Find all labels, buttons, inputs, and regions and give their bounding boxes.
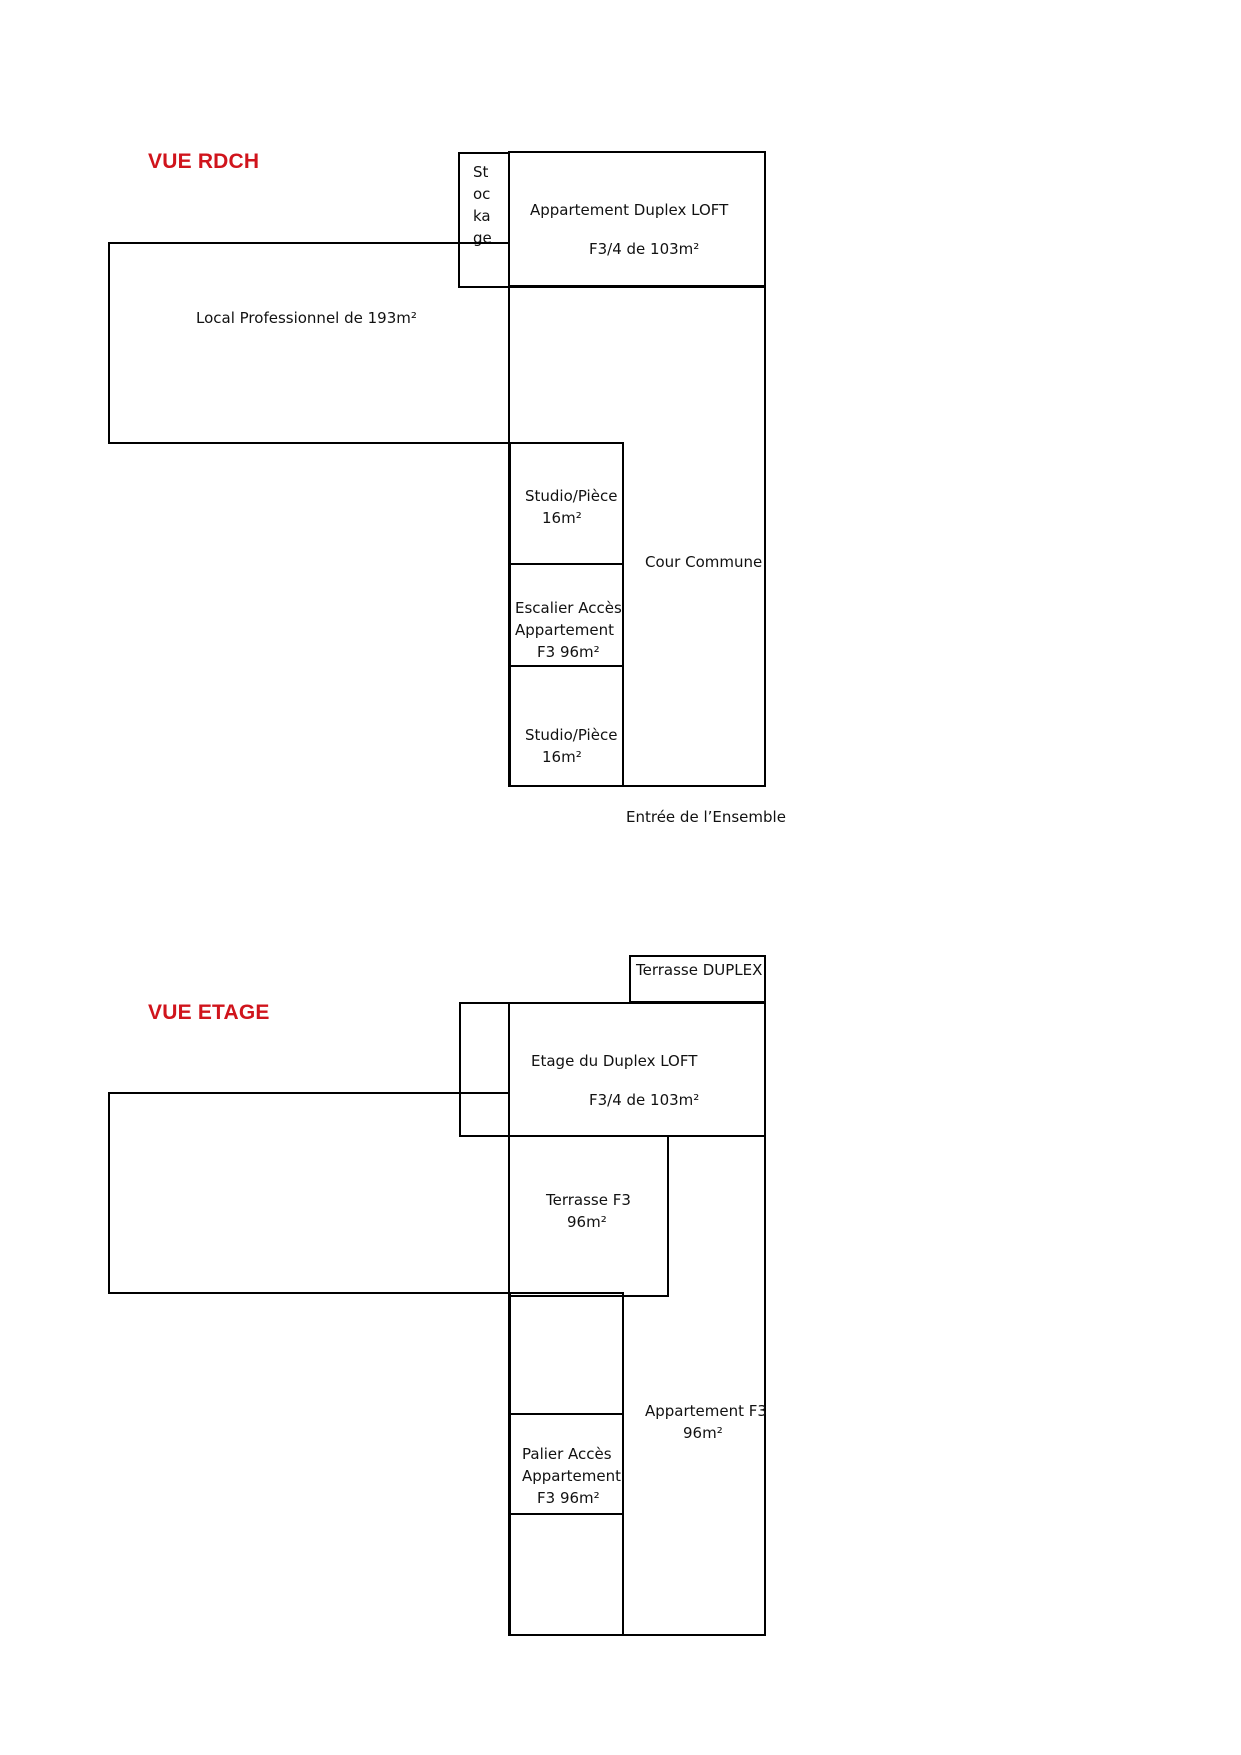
etage-lower-room — [509, 1513, 624, 1636]
rdch-studio-2-label-2: 16m² — [542, 748, 582, 766]
rdch-stockage-label-1: St — [473, 163, 489, 181]
rdch-escalier-label-2: Appartement — [515, 621, 615, 639]
rdch-stockage-label-3: ka — [473, 207, 491, 225]
rdch-local-room — [108, 242, 510, 444]
etage-palier-label-1: Palier Accès — [522, 1445, 612, 1463]
etage-title: VUE ETAGE — [148, 1001, 270, 1024]
etage-appartement-label-1: Appartement F3 — [645, 1402, 767, 1420]
rdch-title: VUE RDCH — [148, 150, 260, 173]
etage-terrasse-duplex-label: Terrasse DUPLEX — [636, 961, 763, 979]
etage-upper-room — [509, 1292, 624, 1415]
etage-palier-label-2: Appartement — [522, 1467, 622, 1485]
rdch-stockage-label-2: oc — [473, 185, 491, 203]
rdch-duplex-label-2: F3/4 de 103m² — [589, 240, 700, 258]
etage-local-room — [108, 1092, 510, 1294]
etage-duplex-label-2: F3/4 de 103m² — [589, 1091, 700, 1109]
etage-appartement-label-2: 96m² — [683, 1424, 723, 1442]
rdch-escalier-label-1: Escalier Accès — [515, 599, 622, 617]
rdch-studio-2-label-1: Studio/Pièce — [525, 726, 618, 744]
rdch-cour-label: Cour Commune — [645, 553, 763, 571]
rdch-studio-1-label-1: Studio/Pièce — [525, 487, 618, 505]
rdch-entree-label: Entrée de l’Ensemble — [626, 808, 786, 826]
rdch-duplex-label-1: Appartement Duplex LOFT — [530, 201, 729, 219]
rdch-stockage-label-4: ge — [473, 229, 492, 247]
etage-terrasse-f3-label-1: Terrasse F3 — [546, 1191, 631, 1209]
etage-terrasse-f3-label-2: 96m² — [567, 1213, 607, 1231]
rdch-escalier-label-3: F3 96m² — [537, 643, 600, 661]
rdch-studio-1-label-2: 16m² — [542, 509, 582, 527]
etage-duplex-label-1: Etage du Duplex LOFT — [531, 1052, 698, 1070]
rdch-local-label: Local Professionnel de 193m² — [196, 309, 417, 327]
etage-palier-label-3: F3 96m² — [537, 1489, 600, 1507]
